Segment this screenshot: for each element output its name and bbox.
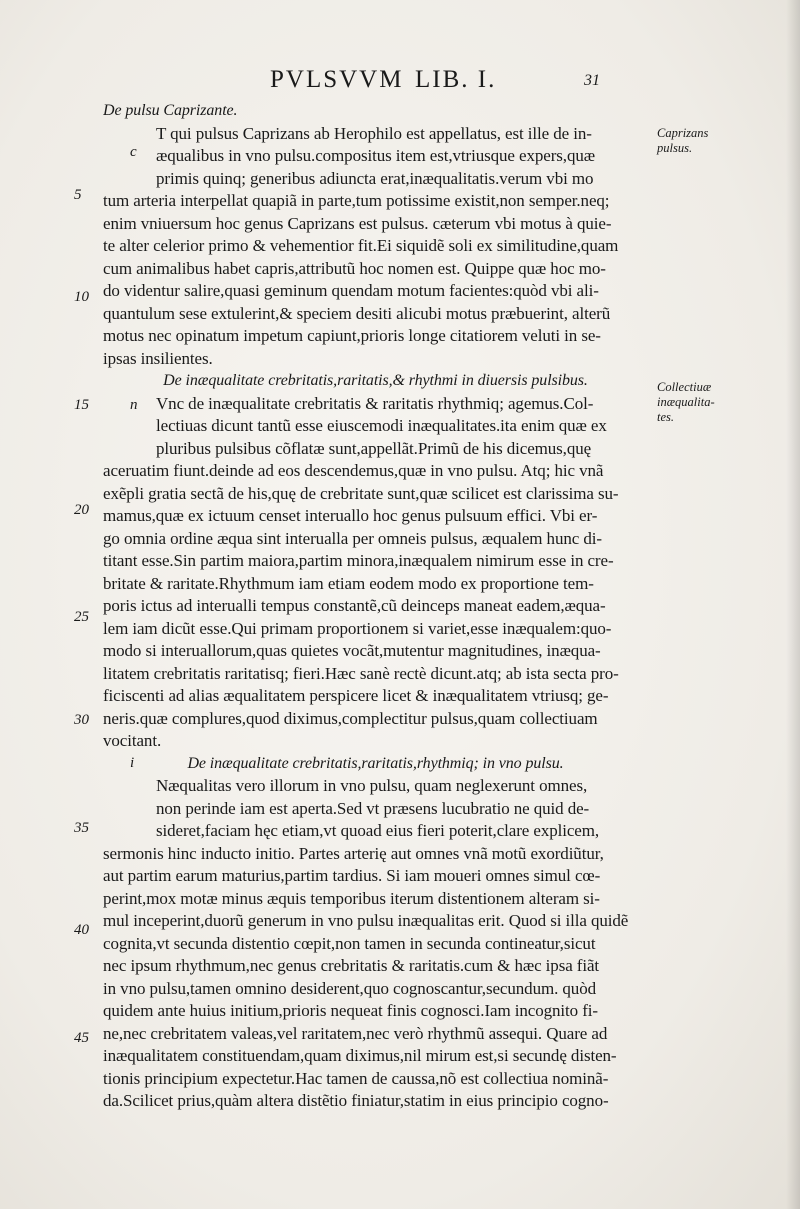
text-line: mamus,quæ ex ictuum censet interuallo hoc genus pulsuum effici. Vbi er- xyxy=(103,506,598,525)
line-number: 20 xyxy=(74,502,89,518)
section-heading: De inæqualitate crebritatis,raritatis,& rhythmi in diuersis pulsibus. xyxy=(163,372,588,389)
text-line: Vnc de inæqualitate crebritatis & raritatis rhythmiq; agemus.Col- xyxy=(156,393,594,413)
text-line: cum animalibus habet capris,attributũ hoc nomen est. Quippe quæ hoc mo- xyxy=(103,258,606,278)
line-number: 5 xyxy=(74,187,82,203)
text-line: sermonis hinc inducto initio. Partes arterię aut omnes vnã motũ exordiũtur, xyxy=(103,843,604,863)
text-line: pluribus pulsibus cõflatæ sunt,appellãt.Primũ de his dicemus,quę xyxy=(156,438,592,458)
text-line: cognita,vt secunda distentio cœpit,non tamen in secunda contineatur,sicut xyxy=(103,933,596,953)
text-line: ficiscenti ad alias æqualitatem perspicere licet & inæqualitatem vtriusq; ge- xyxy=(103,686,609,705)
text-line: do videntur salire,quasi geminum quendam motum facientes:quòd vbi ali- xyxy=(103,281,599,300)
running-book-number: LIB. I. xyxy=(415,66,497,93)
text-line: motus nec opinatum impetum capiunt,prioris longe citatiorem veluti in se- xyxy=(103,326,601,345)
text-line: aut partim earum maturius,partim tardius. Si iam moueri omnes simul cœ- xyxy=(103,866,601,885)
line-number: 25 xyxy=(74,609,89,625)
text-line: tionis principium expectetur.Hac tamen de caussa,nõ est collectiua nominã- xyxy=(103,1068,609,1088)
running-title: PVLSVVM xyxy=(270,66,404,93)
text-line: nec ipsum rhythmum,nec genus crebritatis & raritatis.cum & hæc ipsa fiãt xyxy=(103,956,600,975)
text-line: primis quinq; generibus adiuncta erat,inæqualitatis.verum vbi mo xyxy=(156,168,594,188)
text-line: modo si interuallorum,quas quietes vocãt,mutentur magnitudines, inæqua- xyxy=(103,641,601,660)
line-number: 10 xyxy=(74,289,89,305)
text-line: sideret,faciam hęc etiam,vt quoad eius fieri poterit,clare explicem, xyxy=(156,821,600,840)
text-line: quantulum sese extulerint,& speciem desiti alicubi motus præbuerint, alterũ xyxy=(103,303,611,323)
text-line: æqualibus in vno pulsu.compositus item est,vtriusque expers,quæ xyxy=(156,146,595,165)
margin-note-collectiuae xyxy=(657,380,767,425)
initial-guide-letter: i xyxy=(130,755,135,771)
line-number: 15 xyxy=(74,397,89,413)
text-line: Næqualitas vero illorum in vno pulsu, quam neglexerunt omnes, xyxy=(156,776,588,795)
section-heading: De inæqualitate crebritatis,raritatis,rhythmiq; in vno pulsu. xyxy=(187,754,564,772)
line-number: 40 xyxy=(74,922,89,938)
text-line: inæqualitatem constituendam,quam diximus,nil mirum est,si secundę disten- xyxy=(103,1046,617,1065)
text-line: in vno pulsu,tamen omnino desiderent,quo cognoscantur,secundum. quòd xyxy=(103,978,596,998)
margin-note-line: inæqualita- xyxy=(657,395,715,409)
page-header xyxy=(0,66,800,98)
text-line: tum arteria interpellat quapiã in parte,tum potissime existit,non semper.neq; xyxy=(103,191,610,210)
margin-note-caprizans xyxy=(657,126,767,156)
body-text xyxy=(103,100,648,1113)
text-line: non perinde iam est aperta.Sed vt præsens lucubratio ne quid de- xyxy=(156,798,590,818)
text-line: aceruatim fiunt.deinde ad eos descendemus,quæ in vno pulsu. Atq; hic vnã xyxy=(103,461,604,480)
initial-guide-letter: c xyxy=(130,144,137,160)
text-line: quidem ante huius initium,prioris nequeat finis cognosci.Iam incognito fi- xyxy=(103,1001,598,1020)
folio-number: 31 xyxy=(584,72,600,89)
text-line: litatem crebritatis raritatisq; fieri.Hæc sanè rectè dicunt.atq; ab ista secta pro- xyxy=(103,663,619,683)
text-line: exẽpli gratia sectã de his,quę de crebritate sunt,quæ scilicet est clarissima su- xyxy=(103,483,619,503)
text-line: vocitant. xyxy=(103,731,162,750)
text-line: lectiuas dicunt tantũ esse eiuscemodi inæqualitates.ita enim quæ ex xyxy=(156,416,607,435)
text-line: ne,nec crebritatem valeas,vel raritatem,nec verò rhythmũ assequi. Quare ad xyxy=(103,1023,608,1043)
line-number: 35 xyxy=(74,820,89,836)
text-line: ipsas insilientes. xyxy=(103,348,213,368)
margin-note-line: Collectiuæ xyxy=(657,380,712,394)
text-line: go omnia ordine æqua sint interualla per omneis pulsus, æqualem hunc di- xyxy=(103,528,602,548)
page-edge-shadow xyxy=(786,0,800,1209)
text-line: lem iam dicũt esse.Qui primam proportionem si variet,esse inæqualem:quo- xyxy=(103,618,612,638)
text-line: da.Scilicet prius,quàm altera distẽtio finiatur,statim in eius principio cogno- xyxy=(103,1091,609,1110)
text-line: te alter celerior primo & vehementior fit.Ei siquidẽ soli ex similitudine,quam xyxy=(103,236,619,255)
text-line: britate & raritate.Rhythmum iam etiam eodem modo ex proportione tem- xyxy=(103,573,594,593)
initial-guide-letter: n xyxy=(130,397,138,413)
text-line: neris.quæ complures,quod diximus,complectitur pulsus,quam collectiuam xyxy=(103,708,598,728)
text-line: mul inceperint,duorũ generum in vno pulsu inæqualitas erit. Quod si illa quidẽ xyxy=(103,911,629,930)
text-line: poris ictus ad interualli tempus constantẽ,cũ deinceps maneat eadem,æqua- xyxy=(103,596,606,615)
margin-note-line: pulsus. xyxy=(657,141,693,155)
text-line: titant esse.Sin partim maiora,partim minora,inæqualem nimirum esse in cre- xyxy=(103,551,614,570)
margin-note-line: tes. xyxy=(657,410,675,424)
text-line: T qui pulsus Caprizans ab Herophilo est appellatus, est ille de in- xyxy=(156,123,592,143)
line-number: 45 xyxy=(74,1030,89,1046)
line-number: 30 xyxy=(74,712,89,728)
text-line: enim vniuersum hoc genus Caprizans est pulsus. cæterum vbi motus à quie- xyxy=(103,213,612,233)
margin-note-line: Caprizans xyxy=(657,126,709,140)
section-heading: De pulsu Caprizante. xyxy=(103,102,238,119)
text-line: perint,mox motæ minus æquis temporibus iterum distentionem alteram si- xyxy=(103,888,600,908)
